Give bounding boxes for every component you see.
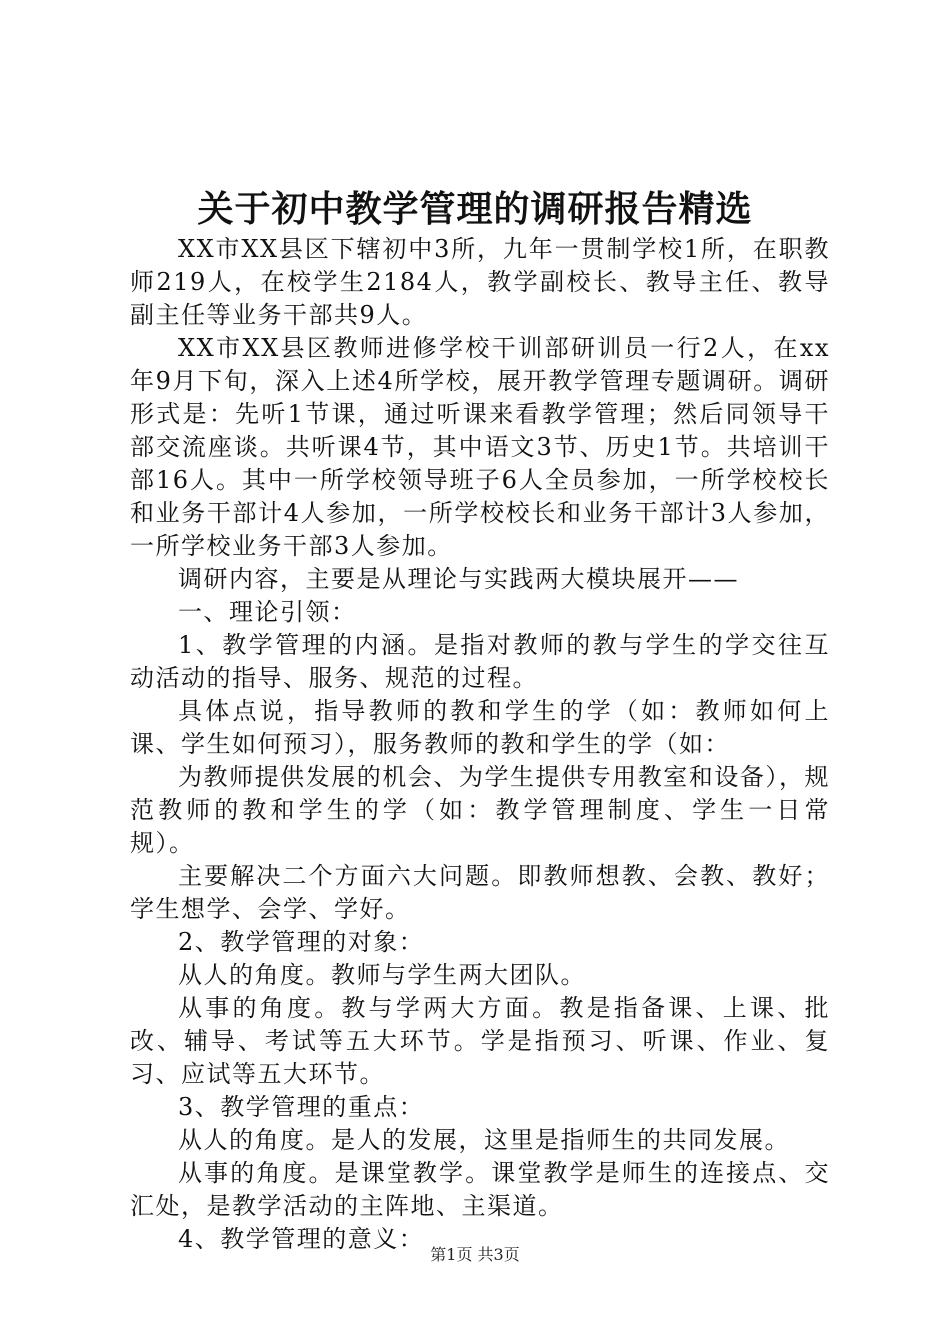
paragraph: 从人的角度。是人的发展，这里是指师生的共同发展。 <box>178 1126 790 1154</box>
paragraph: 为教师提供发展的机会、为学生提供专用教室和设备），规范教师的教和学生的学（如：教学管理制度、学生一日常规）。 <box>130 763 830 857</box>
paragraph: 从人的角度。教师与学生两大团队。 <box>178 961 586 989</box>
paragraph: 调研内容，主要是从理论与实践两大模块展开—— <box>178 565 739 593</box>
paragraph: 主要解决二个方面六大问题。即教师想教、会教、教好；学生想学、会学、学好。 <box>130 862 830 923</box>
paragraph: XX市XX县区教师进修学校干训部研训员一行2人，在xx年9月下旬，深入上述4所学校，展开教学管理专题调研。调研形式是：先听1节课，通过听课来看教学管理；然后同领导干部交流座谈。共听课4节，其中语文3节、历史1节。共培训干部16人。其中一所学校领导班子6人全员参加，一所学校校长和业务干部计4人参加，一所学校校长和业务干部计3人参加，一所学校业务干部3人参加。 <box>130 334 830 560</box>
document-body <box>130 233 830 1256</box>
page-number: 第1页 共3页 <box>430 1245 520 1264</box>
paragraph: XX市XX县区下辖初中3所，九年一贯制学校1所，在职教师219人，在校学生2184人，教学副校长、教导主任、教导副主任等业务干部共9人。 <box>130 235 830 329</box>
paragraph: 从事的角度。教与学两大方面。教是指备课、上课、批改、辅导、考试等五大环节。学是指预习、听课、作业、复习、应试等五大环节。 <box>130 994 830 1088</box>
section-heading: 一、理论引领： <box>178 598 357 626</box>
paragraph: 1、教学管理的内涵。是指对教师的教与学生的学交往互动活动的指导、服务、规范的过程。 <box>130 631 830 692</box>
subsection-heading: 4、教学管理的意义： <box>178 1225 425 1253</box>
subsection-heading: 3、教学管理的重点： <box>178 1093 425 1121</box>
subsection-heading: 2、教学管理的对象： <box>178 928 425 956</box>
document-title: 关于初中教学管理的调研报告精选 <box>197 188 753 230</box>
paragraph: 从事的角度。是课堂教学。课堂教学是师生的连接点、交汇处，是教学活动的主阵地、主渠道。 <box>130 1159 830 1220</box>
paragraph: 具体点说，指导教师的教和学生的学（如：教师如何上课、学生如何预习），服务教师的教和学生的学（如： <box>130 697 830 758</box>
